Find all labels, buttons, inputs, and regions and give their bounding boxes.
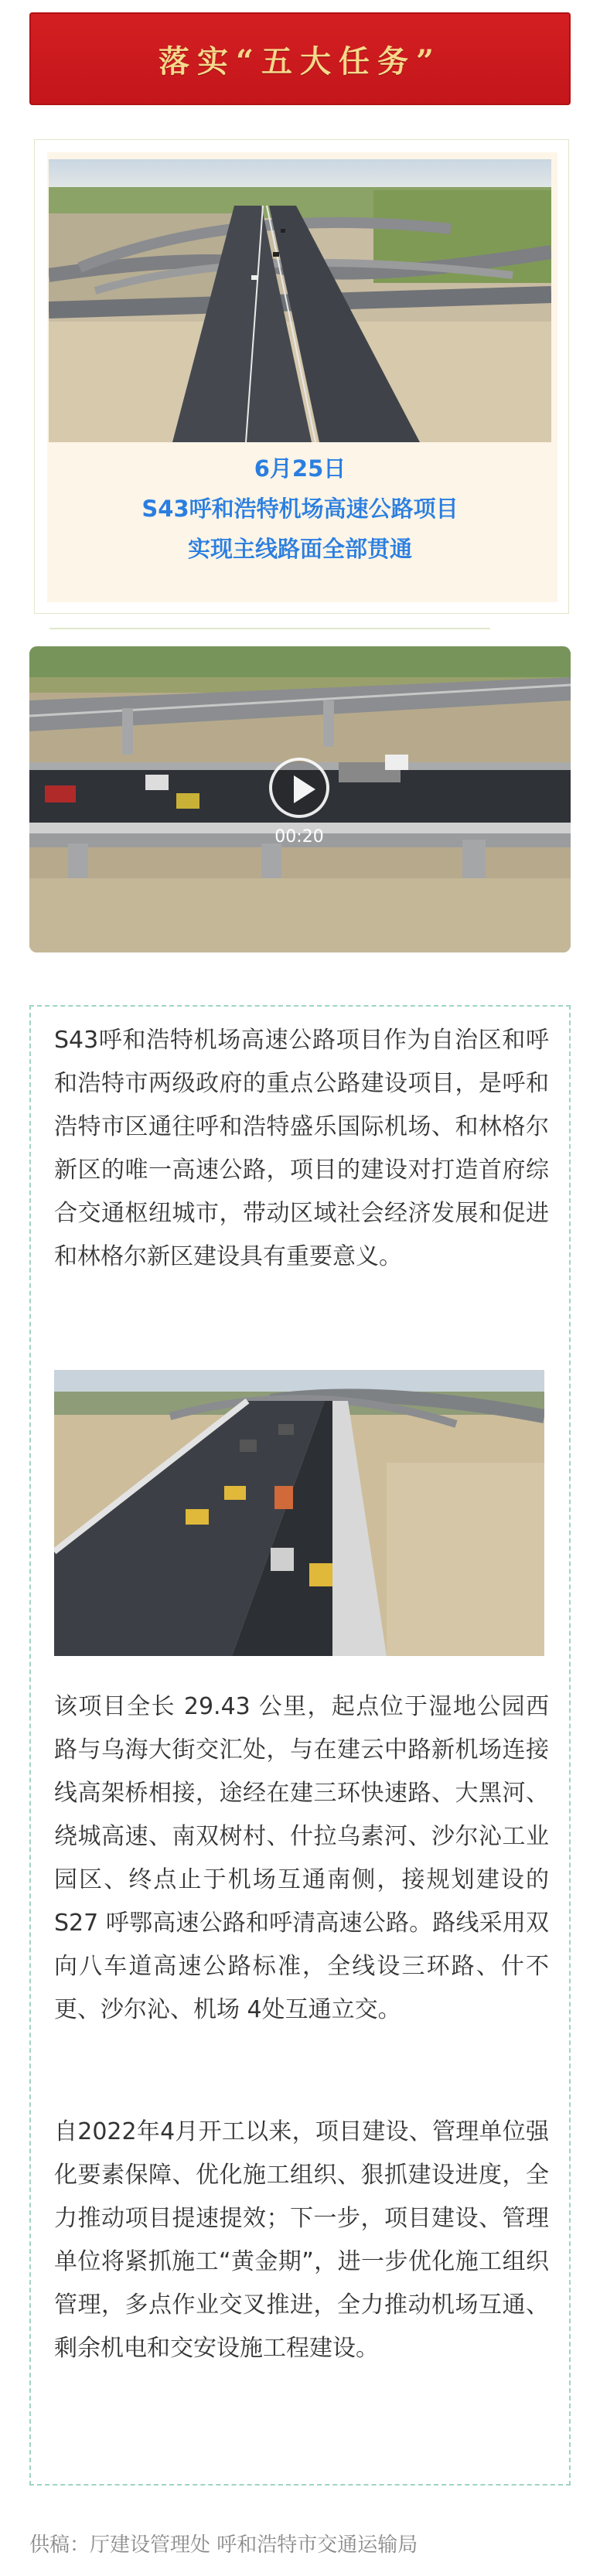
banner-title: 落实“五大任务” [158, 43, 441, 80]
article-paragraph-2: 该项目全长 29.43 公里，起点位于湿地公园西路与乌海大街交汇处，与在建云中路新机场连接线高架桥相接，途经在建三环快速路、大黑河、绕城高速、南双树村、什拉乌素河、沙尔沁工业园区、终点止于机场互通南侧，接规划建设的 S27 呼鄂高速公路和呼清高速公路。路线采用双向八车道高速公路标准，全线设三环路、什不更、沙尔沁、机场 4处互通立交。 [54, 1693, 549, 2023]
feature-caption [49, 448, 551, 569]
caption-line-1: S43呼和浩特机场高速公路项目 [141, 496, 459, 522]
caption-date: 6月25日 [254, 455, 346, 482]
article-paragraph-3: 自2022年4月开工以来，项目建设、管理单位强化要素保障、优化施工组织、狠抓建设进度，全力推动项目提速提效；下一步，项目建设、管理单位将紧抓施工“黄金期”，进一步优化施工组织管理，多点作业交叉推进，全力推动机场互通、剩余机电和交安设施工程建设。 [54, 2118, 549, 2362]
paving-site-photo [54, 1370, 544, 1656]
caption-line-2: 实现主线路面全部贯通 [187, 536, 412, 562]
source-text: 厅建设管理处 呼和浩特市交通运输局 [90, 2533, 418, 2557]
section-divider [49, 628, 490, 629]
play-button[interactable] [269, 758, 329, 818]
highway-aerial-photo [49, 159, 551, 442]
video-duration: 00:20 [274, 827, 324, 847]
article-paragraph-1: S43呼和浩特机场高速公路项目作为自治区和呼和浩特市两级政府的重点公路建设项目，是呼和浩特市区通往呼和浩特盛乐国际机场、和林格尔新区的唯一高速公路，项目的建设对打造首府综合交通枢纽城市，带动区域社会经济发展和促进和林格尔新区建设具有重要意义。 [54, 1027, 549, 1270]
title-banner [29, 12, 571, 105]
source-credit [29, 2529, 418, 2557]
source-label: 供稿： [29, 2533, 90, 2557]
